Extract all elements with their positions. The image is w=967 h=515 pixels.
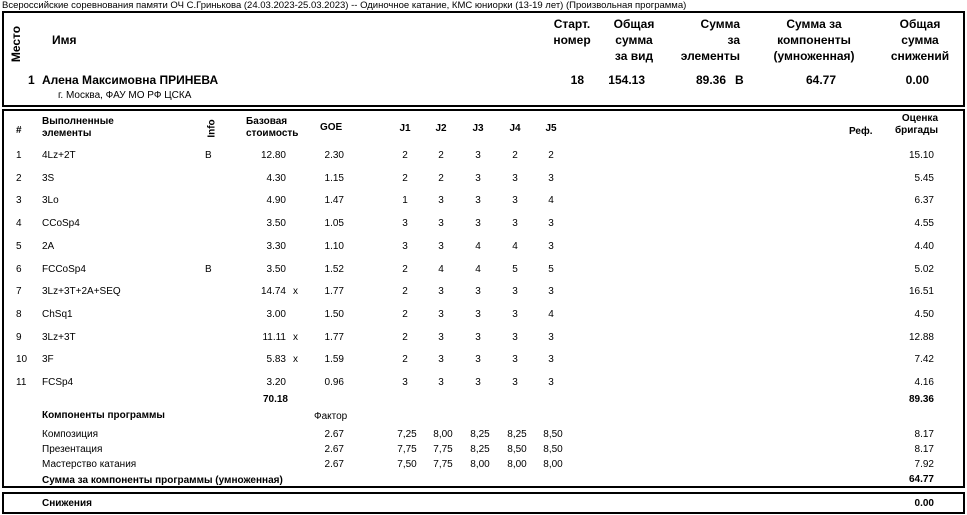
col-base-line2: стоимость xyxy=(246,128,299,139)
component-factor: 2.67 xyxy=(324,429,344,440)
skater-club: г. Москва, ФАУ МО РФ ЦСКА xyxy=(58,90,192,101)
element-x-flag: x xyxy=(293,286,298,297)
element-info: B xyxy=(205,150,212,161)
element-name: 3S xyxy=(42,173,55,184)
col-score-line2: бригады xyxy=(894,125,938,136)
element-score: 4.50 xyxy=(914,309,934,320)
element-judge-1: 3 xyxy=(402,377,408,388)
skater-start-number: 18 xyxy=(570,73,584,87)
element-judge-1: 2 xyxy=(402,173,408,184)
element-judge-2: 2 xyxy=(438,173,444,184)
element-name: 3Lz+3T xyxy=(42,332,76,343)
header-total-line3: за вид xyxy=(614,49,654,63)
element-num: 5 xyxy=(16,241,22,252)
col-base-header xyxy=(246,116,298,140)
element-base: 12.80 xyxy=(260,150,286,161)
header-components-line2: компоненты xyxy=(777,33,851,47)
deductions-label: Снижения xyxy=(42,498,92,509)
element-num: 11 xyxy=(16,377,27,388)
element-judge-1: 2 xyxy=(402,150,408,161)
component-factor: 2.67 xyxy=(324,444,344,455)
component-judge-1: 7,50 xyxy=(397,459,417,470)
element-base: 3.20 xyxy=(266,377,286,388)
element-score: 16.51 xyxy=(908,286,934,297)
element-num: 10 xyxy=(16,354,28,365)
element-judge-4: 3 xyxy=(512,309,518,320)
col-elements-header xyxy=(42,116,114,140)
element-judge-4: 3 xyxy=(512,377,518,388)
element-judge-1: 2 xyxy=(402,354,408,365)
element-judge-1: 3 xyxy=(402,218,408,229)
element-judge-5: 5 xyxy=(548,264,554,275)
header-deductions-line3: снижений xyxy=(890,49,950,63)
element-judge-2: 4 xyxy=(438,264,444,275)
element-x-flag: x xyxy=(293,332,298,343)
element-goe: 1.47 xyxy=(324,195,344,206)
element-goe: 1.10 xyxy=(324,241,344,252)
element-goe: 1.59 xyxy=(324,354,344,365)
header-elements-line2: за xyxy=(727,33,740,47)
element-judge-4: 3 xyxy=(512,354,518,365)
element-base: 11.11 xyxy=(262,332,286,343)
component-judge-2: 8,00 xyxy=(433,429,453,440)
component-score: 7.92 xyxy=(914,459,934,470)
col-j5-header: J5 xyxy=(545,123,557,134)
component-judge-5: 8,00 xyxy=(543,459,563,470)
element-judge-2: 3 xyxy=(438,332,444,343)
col-ref-header: Реф. xyxy=(849,126,873,137)
element-judge-4: 2 xyxy=(512,150,518,161)
component-judge-5: 8,50 xyxy=(543,429,563,440)
element-base: 3.50 xyxy=(266,264,286,275)
element-judge-2: 3 xyxy=(438,286,444,297)
element-judge-3: 4 xyxy=(475,241,481,252)
header-components-line1: Сумма за xyxy=(786,17,842,31)
col-elements-line1: Выполненные xyxy=(42,116,114,127)
header-start-line2: номер xyxy=(553,33,591,47)
element-info: B xyxy=(205,264,212,275)
component-judge-4: 8,00 xyxy=(507,459,527,470)
element-judge-3: 3 xyxy=(475,354,481,365)
element-name: 3F xyxy=(42,354,54,365)
element-base: 3.00 xyxy=(266,309,286,320)
element-judge-1: 1 xyxy=(402,195,408,206)
component-judge-5: 8,50 xyxy=(543,444,563,455)
skater-components-total: 64.77 xyxy=(805,73,836,87)
header-start-line1: Старт. xyxy=(553,17,591,31)
col-goe-header: GOE xyxy=(320,122,343,133)
element-goe: 1.52 xyxy=(324,264,344,275)
header-total-line2: сумма xyxy=(615,33,653,47)
component-factor: 2.67 xyxy=(324,459,344,470)
element-judge-3: 3 xyxy=(475,195,481,206)
col-num-header: # xyxy=(16,125,22,136)
header-elements-line1: Сумма xyxy=(700,17,740,31)
element-x-flag: x xyxy=(293,354,298,365)
header-name: Имя xyxy=(52,33,77,47)
components-sum: 64.77 xyxy=(908,474,934,485)
element-name: FCSp4 xyxy=(42,377,74,388)
element-base: 4.90 xyxy=(266,195,286,206)
element-judge-2: 3 xyxy=(438,309,444,320)
elements-score-total: 89.36 xyxy=(908,394,934,405)
component-judge-3: 8,00 xyxy=(470,459,490,470)
element-name: 4Lz+2T xyxy=(42,150,76,161)
element-judge-2: 3 xyxy=(438,377,444,388)
header-components xyxy=(764,16,864,64)
elements-box xyxy=(2,109,965,488)
component-score: 8.17 xyxy=(914,444,934,455)
col-j3-header: J3 xyxy=(472,123,484,134)
element-judge-1: 3 xyxy=(402,241,408,252)
element-goe: 1.15 xyxy=(324,173,344,184)
header-deductions xyxy=(880,16,960,64)
element-judge-5: 3 xyxy=(548,354,554,365)
summary-box xyxy=(2,11,965,107)
element-judge-2: 3 xyxy=(438,218,444,229)
element-num: 6 xyxy=(16,264,22,275)
element-judge-4: 3 xyxy=(512,195,518,206)
element-score: 5.02 xyxy=(914,264,934,275)
col-info-header: Info xyxy=(206,119,218,138)
component-judge-1: 7,25 xyxy=(397,429,417,440)
element-judge-4: 4 xyxy=(512,241,518,252)
element-score: 4.16 xyxy=(914,377,934,388)
skater-elements-flag: B xyxy=(735,73,744,87)
element-goe: 0.96 xyxy=(324,377,344,388)
components-header: Компоненты программы xyxy=(42,410,165,421)
element-judge-5: 3 xyxy=(548,218,554,229)
skater-deductions: 0.00 xyxy=(905,73,929,87)
element-judge-2: 3 xyxy=(438,241,444,252)
element-judge-3: 3 xyxy=(475,173,481,184)
element-score: 6.37 xyxy=(914,195,934,206)
header-place: Место xyxy=(9,25,23,63)
component-judge-4: 8,25 xyxy=(507,429,527,440)
element-judge-1: 2 xyxy=(402,286,408,297)
skater-name: Алена Максимовна ПРИНЕВА xyxy=(42,73,219,87)
element-judge-1: 2 xyxy=(402,309,408,320)
element-judge-3: 3 xyxy=(475,309,481,320)
element-num: 8 xyxy=(16,309,22,320)
header-start xyxy=(544,16,600,48)
col-elements-line2: элементы xyxy=(42,128,92,139)
component-judge-4: 8,50 xyxy=(507,444,527,455)
element-num: 2 xyxy=(16,173,22,184)
element-name: ChSq1 xyxy=(42,309,73,320)
component-judge-2: 7,75 xyxy=(433,444,453,455)
component-name: Композиция xyxy=(42,429,99,440)
component-judge-2: 7,75 xyxy=(433,459,453,470)
element-goe: 1.77 xyxy=(324,286,344,297)
element-judge-4: 3 xyxy=(512,218,518,229)
element-judge-3: 3 xyxy=(475,150,481,161)
element-judge-3: 3 xyxy=(475,218,481,229)
factor-label: Фактор xyxy=(314,411,348,422)
skater-total: 154.13 xyxy=(608,73,645,87)
element-judge-4: 5 xyxy=(512,264,518,275)
element-judge-4: 3 xyxy=(512,332,518,343)
element-judge-2: 3 xyxy=(438,195,444,206)
element-score: 7.42 xyxy=(914,354,934,365)
component-judge-1: 7,75 xyxy=(397,444,417,455)
element-judge-5: 3 xyxy=(548,377,554,388)
element-judge-1: 2 xyxy=(402,264,408,275)
component-name: Презентация xyxy=(42,444,103,455)
element-base: 4.30 xyxy=(266,173,286,184)
deductions-box xyxy=(2,492,965,514)
component-judge-3: 8,25 xyxy=(470,444,490,455)
element-score: 4.55 xyxy=(914,218,934,229)
element-goe: 1.05 xyxy=(324,218,344,229)
element-judge-5: 2 xyxy=(548,150,554,161)
element-score: 4.40 xyxy=(914,241,934,252)
element-goe: 1.77 xyxy=(324,332,344,343)
element-goe: 1.50 xyxy=(324,309,344,320)
header-components-line3: (умноженная) xyxy=(773,49,855,63)
element-goe: 2.30 xyxy=(324,150,344,161)
element-judge-3: 4 xyxy=(475,264,481,275)
col-j2-header: J2 xyxy=(435,123,447,134)
page-title: Всероссийские соревнования памяти ОЧ С.Гринькова (24.03.2023-25.03.2023) -- Одиночное катание, КМС юниорки (13-19 лет) (Произвольная программа) xyxy=(2,0,687,11)
element-judge-1: 2 xyxy=(402,332,408,343)
element-base: 14.74 xyxy=(260,286,286,297)
header-deductions-line2: сумма xyxy=(901,33,939,47)
element-name: CCoSp4 xyxy=(42,218,80,229)
components-sum-label: Сумма за компоненты программы (умноженная) xyxy=(42,475,283,486)
component-name: Мастерство катания xyxy=(42,459,137,470)
element-base: 3.50 xyxy=(266,218,286,229)
element-base: 3.30 xyxy=(266,241,286,252)
element-judge-4: 3 xyxy=(512,286,518,297)
header-elements-line3: элементы xyxy=(680,49,740,63)
deductions-value: 0.00 xyxy=(914,498,934,509)
element-judge-4: 3 xyxy=(512,173,518,184)
skater-place: 1 xyxy=(28,73,35,87)
element-judge-3: 3 xyxy=(475,332,481,343)
element-base: 5.83 xyxy=(266,354,286,365)
element-judge-5: 4 xyxy=(548,195,554,206)
element-score: 5.45 xyxy=(914,173,934,184)
col-j4-header: J4 xyxy=(509,123,521,134)
col-base-line1: Базовая xyxy=(246,116,288,127)
element-judge-5: 3 xyxy=(548,173,554,184)
element-judge-5: 4 xyxy=(548,309,554,320)
element-judge-2: 2 xyxy=(438,150,444,161)
header-total xyxy=(601,16,667,64)
component-score: 8.17 xyxy=(914,429,934,440)
element-judge-2: 3 xyxy=(438,354,444,365)
element-judge-5: 3 xyxy=(548,332,554,343)
skater-elements-total: 89.36 xyxy=(695,73,726,87)
base-total: 70.18 xyxy=(262,394,288,405)
element-score: 12.88 xyxy=(908,332,934,343)
component-judge-3: 8,25 xyxy=(470,429,490,440)
element-num: 3 xyxy=(16,195,22,206)
col-score-line1: Оценка xyxy=(901,113,938,124)
element-judge-5: 3 xyxy=(548,286,554,297)
element-num: 1 xyxy=(16,150,22,161)
element-num: 7 xyxy=(16,286,22,297)
element-name: 3Lo xyxy=(42,195,59,206)
header-total-line1: Общая xyxy=(613,17,655,31)
element-name: FCCoSp4 xyxy=(42,264,86,275)
element-judge-3: 3 xyxy=(475,377,481,388)
element-name: 3Lz+3T+2A+SEQ xyxy=(42,286,121,297)
col-score-header xyxy=(872,113,938,137)
element-judge-5: 3 xyxy=(548,241,554,252)
element-score: 15.10 xyxy=(908,150,934,161)
element-judge-3: 3 xyxy=(475,286,481,297)
element-num: 4 xyxy=(16,218,22,229)
element-name: 2A xyxy=(42,241,55,252)
col-j1-header: J1 xyxy=(399,123,411,134)
element-num: 9 xyxy=(16,332,22,343)
header-deductions-line1: Общая xyxy=(899,17,941,31)
header-elements xyxy=(659,16,740,64)
